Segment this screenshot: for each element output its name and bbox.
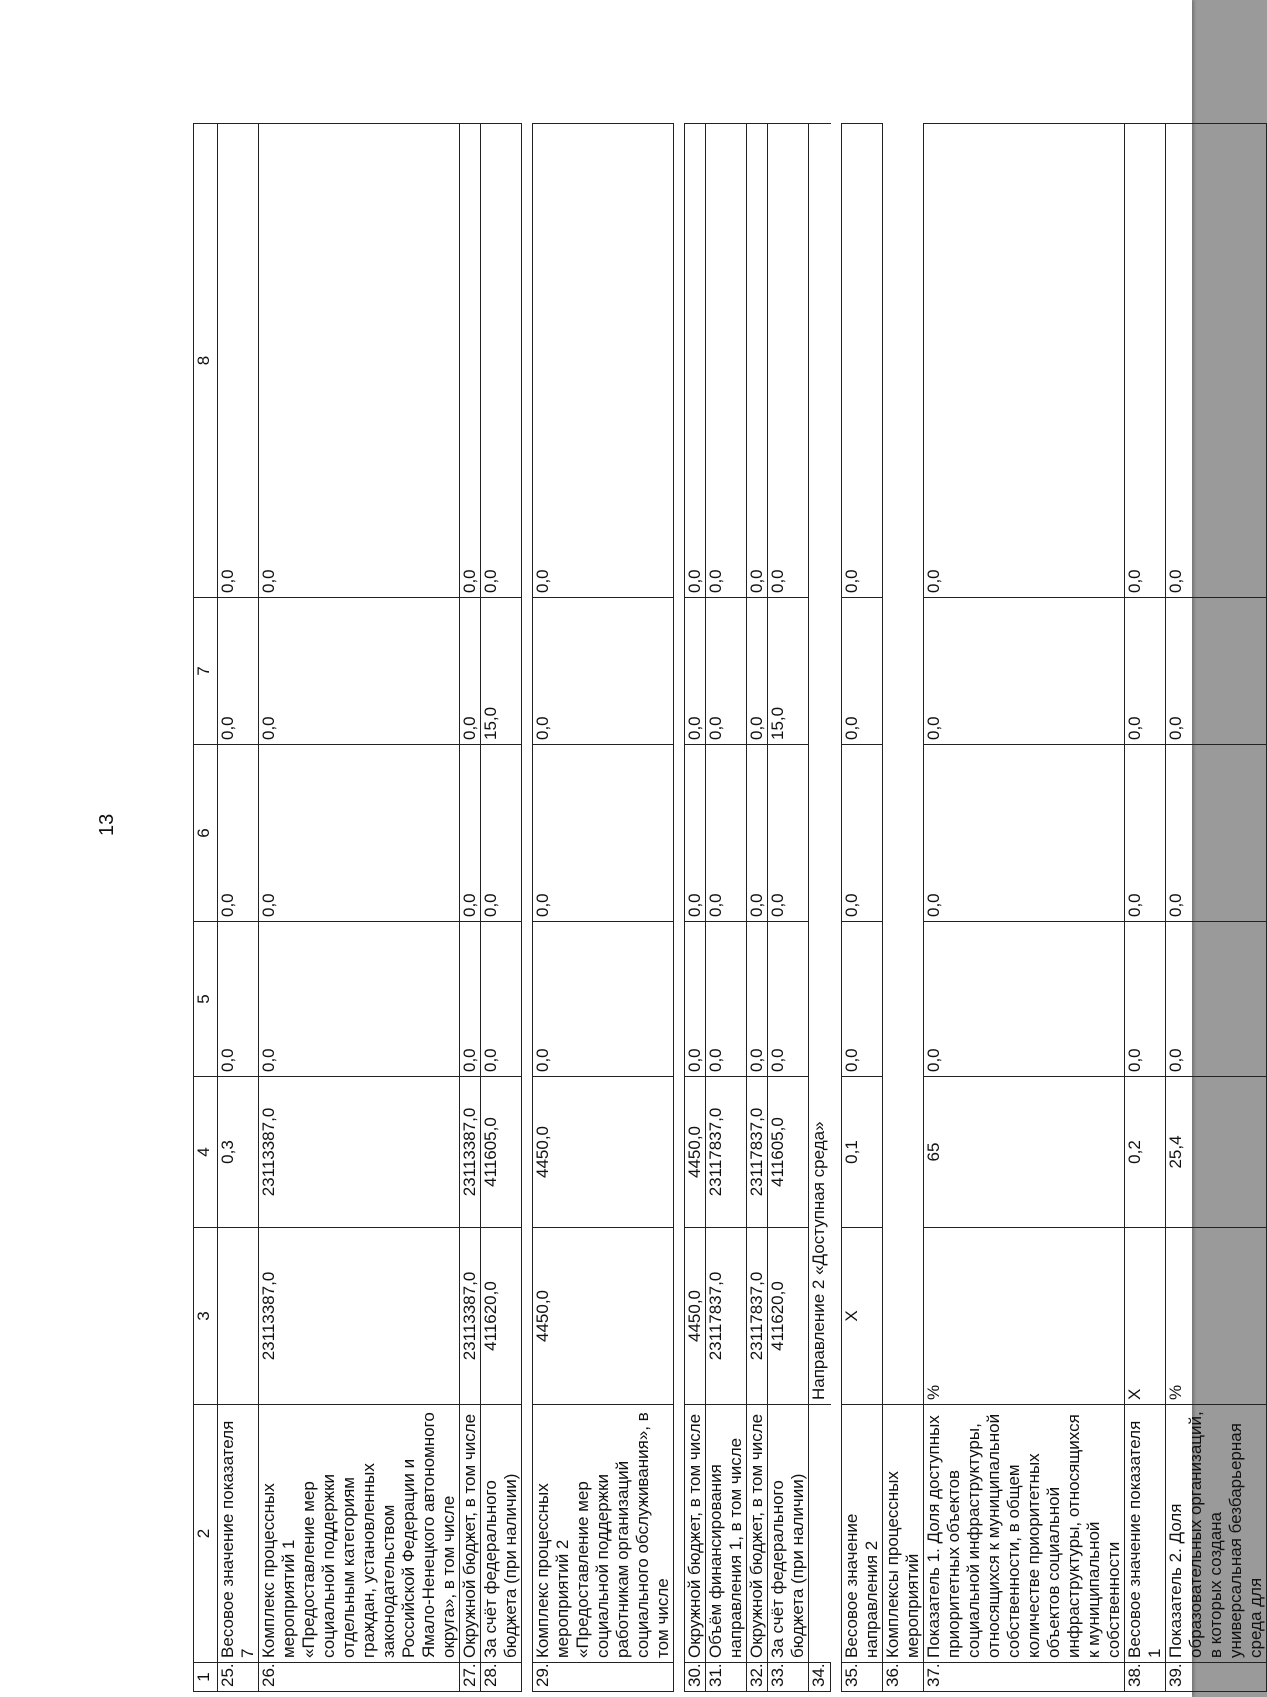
page-number: 13 [96,813,118,836]
cell-col5: 0,0 [481,922,522,1077]
header-cell: 6 [194,745,218,922]
empty-cell [809,1405,831,1663]
cell-col6: 0,0 [842,745,883,922]
header-cell: 7 [194,598,218,745]
cell-col5: 0,0 [706,922,747,1077]
header-cell: 3 [194,1228,218,1405]
cell-col7: 0,0 [706,598,747,745]
cell-col6: 0,0 [259,745,460,922]
cell-col6: 0,0 [533,745,674,922]
cell-col3: 4450,0 [533,1228,674,1405]
row-name: Весовое значение показателя 1 [1125,1405,1166,1663]
row-name: Объём финансирования направления 1, в том числе [706,1405,747,1663]
cell-col3: 23117837,0 [706,1228,747,1405]
header-cell: 5 [194,922,218,1077]
section-row [809,124,831,1692]
cell-col3: 23117837,0 [747,1228,768,1405]
cell-col7: 0,0 [218,598,259,745]
row-number: 31. [706,1663,747,1692]
cell-col4: 4450,0 [533,1077,674,1228]
table-gap [674,124,685,1692]
cell-col6: 0,0 [685,745,706,922]
cell-col7: 0,0 [747,598,768,745]
row-name: Окружной бюджет, в том числе [460,1405,481,1663]
cell-col8: 0,0 [924,124,1125,598]
row-number: 36. [883,1663,924,1692]
cell-col6: 0,0 [706,745,747,922]
table-gap [522,124,533,1692]
cell-col7: 15,0 [481,598,522,745]
row-name: Показатель 2. Доля образовательных организаций, в которых создана универсальная безбарьерная среда для [1166,1405,1267,1663]
cell-col5: 0,0 [533,922,674,1077]
row-name: Комплекс процессных мероприятий 2 «Предоставление мер социальной поддержки работникам организаций социального обслуживания», в том числе [533,1405,674,1663]
row-name: За счёт федерального бюджета (при наличии) [768,1405,809,1663]
rotated-table-wrapper [193,124,1267,1692]
cell-col3: 411620,0 [768,1228,809,1405]
cell-col8: 0,0 [747,124,768,598]
table-row [1166,124,1267,1692]
table-row [259,124,460,1692]
table-row [768,124,809,1692]
cell-col3: 411620,0 [481,1228,522,1405]
cell-col6: 0,0 [747,745,768,922]
cell-col8: 0,0 [259,124,460,598]
cell-col7: 0,0 [259,598,460,745]
row-number: 34. [809,1663,831,1692]
section-title: Направление 2 «Доступная среда» [809,124,831,1405]
table-row [883,124,924,1692]
cell-col6: 0,0 [460,745,481,922]
table-gap [831,124,842,1692]
cell-col5: 0,0 [1166,922,1267,1077]
cell-col7: 0,0 [460,598,481,745]
cell-col4: 0,1 [842,1077,883,1228]
row-number: 32. [747,1663,768,1692]
cell-col7: 0,0 [842,598,883,745]
header-cell: 8 [194,124,218,598]
cell-col7: 0,0 [1166,598,1267,745]
cell-col3: X [1125,1228,1166,1405]
cell-col7: 0,0 [924,598,1125,745]
cell-col8: 0,0 [460,124,481,598]
row-name: Весовое значение направления 2 [842,1405,883,1663]
cell-col6: 0,0 [1125,745,1166,922]
cell-col8: 0,0 [706,124,747,598]
cell-col6: 0,0 [768,745,809,922]
row-number: 25. [218,1663,259,1692]
table-row [460,124,481,1692]
cell-col4: 0,2 [1125,1077,1166,1228]
table-row [842,124,883,1692]
row-number: 38. [1125,1663,1166,1692]
cell-col7: 15,0 [768,598,809,745]
cell-col6: 0,0 [481,745,522,922]
cell-col3 [218,1228,259,1405]
cell-col3: 23113387,0 [460,1228,481,1405]
header-cell: 2 [194,1405,218,1663]
table-row [706,124,747,1692]
cell-col4: 25,4 [1166,1077,1267,1228]
row-name: Окружной бюджет, в том числе [747,1405,768,1663]
table-row [481,124,522,1692]
cell-col4: 23117837,0 [747,1077,768,1228]
cell-col4: 23113387,0 [460,1077,481,1228]
cell-col8: 0,0 [218,124,259,598]
cell-col8: 0,0 [1125,124,1166,598]
row-number: 37. [924,1663,1125,1692]
row-name: Окружной бюджет, в том числе [685,1405,706,1663]
row-name: Весовое значение показателя 7 [218,1405,259,1663]
row-number: 39. [1166,1663,1267,1692]
cell-col3: % [924,1228,1125,1405]
header-cell: 1 [194,1663,218,1692]
cell-col4: 4450,0 [685,1077,706,1228]
row-number: 30. [685,1663,706,1692]
cell-col4: 411605,0 [768,1077,809,1228]
cell-col5: 0,0 [842,922,883,1077]
cell-col6: 0,0 [1166,745,1267,922]
cell-col3: 4450,0 [685,1228,706,1405]
cell-col5: 0,0 [685,922,706,1077]
row-name: Комплексы процессных мероприятий [883,1405,924,1663]
row-number: 35. [842,1663,883,1692]
table-row [533,124,674,1692]
cell-col4: 65 [924,1077,1125,1228]
cell-col5: 0,0 [924,922,1125,1077]
row-number: 29. [533,1663,674,1692]
cell-col5: 0,0 [747,922,768,1077]
row-number: 26. [259,1663,460,1692]
row-number: 28. [481,1663,522,1692]
cell-col3: 23113387,0 [259,1228,460,1405]
cell-col7: 0,0 [533,598,674,745]
cell-col4: 23113387,0 [259,1077,460,1228]
header-row [194,124,218,1692]
cell-col5: 0,0 [768,922,809,1077]
row-name: Показатель 1. Доля доступных приоритетных объектов социальной инфраструктуры, относящихся к муниципальной собственности, в общем количестве приоритетных объектов социальной инфраструктуры, относящихся к муниципальной собственности [924,1405,1125,1663]
cell-col5: 0,0 [218,922,259,1077]
table-row [685,124,706,1692]
cell-col3: X [842,1228,883,1405]
header-cell: 4 [194,1077,218,1228]
empty-cell [883,124,924,1405]
cell-col8: 0,0 [685,124,706,598]
cell-col5: 0,0 [460,922,481,1077]
cell-col5: 0,0 [259,922,460,1077]
row-number: 27. [460,1663,481,1692]
cell-col6: 0,0 [924,745,1125,922]
row-number: 33. [768,1663,809,1692]
table-row [924,124,1125,1692]
cell-col8: 0,0 [481,124,522,598]
cell-col8: 0,0 [768,124,809,598]
cell-col7: 0,0 [1125,598,1166,745]
cell-col4: 411605,0 [481,1077,522,1228]
cell-col5: 0,0 [1125,922,1166,1077]
cell-col3: % [1166,1228,1267,1405]
cell-col8: 0,0 [533,124,674,598]
row-name: Комплекс процессных мероприятий 1 «Предоставление мер социальной поддержки отдельным категориям граждан, установленных законодательством Российской Федерации и Ямало-Ненецкого автономного округа», в том числе [259,1405,460,1663]
table-row [747,124,768,1692]
row-name: За счёт федерального бюджета (при наличии) [481,1405,522,1663]
cell-col8: 0,0 [1166,124,1267,598]
cell-col7: 0,0 [685,598,706,745]
table-row [218,124,259,1692]
cell-col6: 0,0 [218,745,259,922]
cell-col4: 0,3 [218,1077,259,1228]
budget-table [193,123,1267,1692]
table-row [1125,124,1166,1692]
cell-col4: 23117837,0 [706,1077,747,1228]
cell-col8: 0,0 [842,124,883,598]
